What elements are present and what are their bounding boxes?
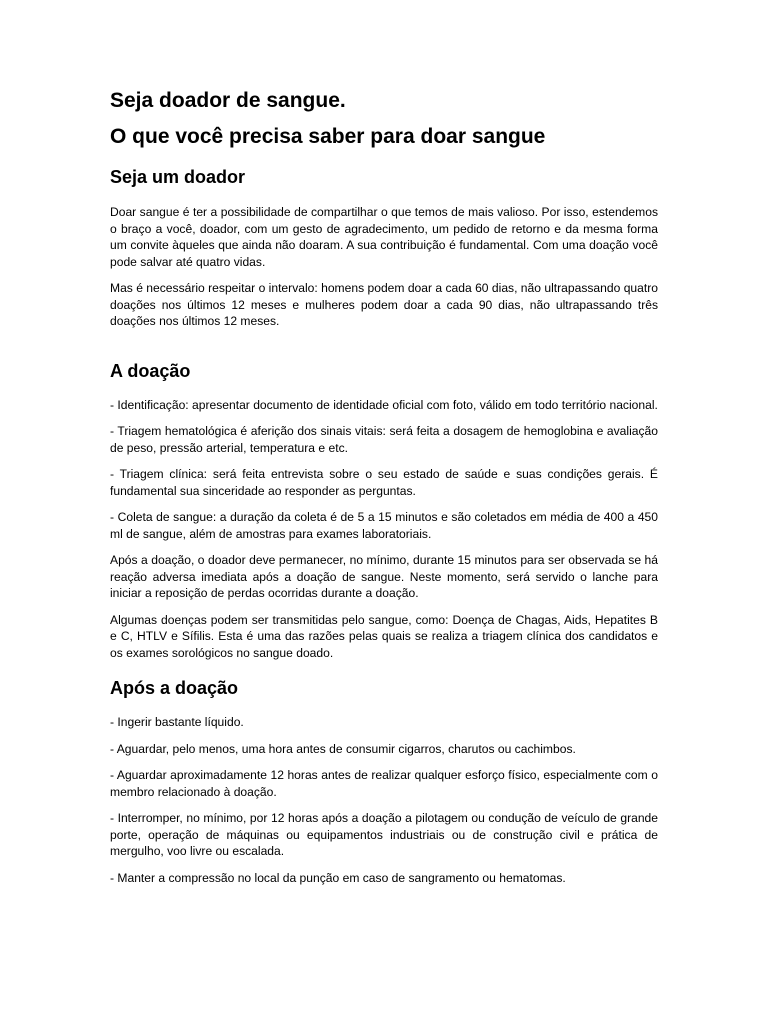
paragraph: - Triagem hematológica é aferição dos sinais vitais: será feita a dosagem de hemoglobina e avaliação de peso, pressão arterial, temperatura e etc. (110, 424, 658, 455)
section-seja-um-doador (110, 164, 658, 330)
paragraph: - Coleta de sangue: a duração da coleta é de 5 a 15 minutos e são coletados em média de 400 a 450 ml de sangue, além de amostras para exames laboratoriais. (110, 510, 658, 541)
section-heading: A doação (110, 360, 191, 381)
section-apos-a-doacao (110, 675, 658, 886)
list-item: - Interromper, no mínimo, por 12 horas após a doação a pilotagem ou condução de veículo de grande porte, operação de máquinas ou equipamentos industriais ou de construção civil e prática de mergulho, voo livre ou escalada. (110, 811, 658, 858)
document-subtitle: O que você precisa saber para doar sangue (110, 125, 546, 148)
list-item: - Manter a compressão no local da punção em caso de sangramento ou hematomas. (110, 870, 566, 885)
document-page (110, 86, 658, 886)
paragraph: - Identificação: apresentar documento de identidade oficial com foto, válido em todo território nacional. (110, 397, 658, 412)
paragraph: Após a doação, o doador deve permanecer, no mínimo, durante 15 minutos para ser observada se há reação adversa imediata após a doação de sangue. Neste momento, será servido o lanche para iniciar a reposição de perdas ocorridas durante a doação. (110, 553, 658, 600)
list-item: - Ingerir bastante líquido. (110, 715, 244, 729)
list-item: - Aguardar, pelo menos, uma hora antes de consumir cigarros, charutos ou cachimbos. (110, 741, 576, 756)
section-heading: Após a doação (110, 678, 239, 698)
paragraph: Algumas doenças podem ser transmitidas pelo sangue, como: Doença de Chagas, Aids, Hepatites B e C, HTLV e Sífilis. Esta é uma das razões pelas quais se realiza a triagem clínica dos candidatos e os exames sorológicos no sangue doado. (110, 612, 658, 660)
paragraph: Mas é necessário respeitar o intervalo: homens podem doar a cada 60 dias, não ultrapassando quatro doações nos últimos 12 meses e mulheres podem doar a cada 90 dias, não ultrapassando três doações nos últimos 12 meses. (110, 281, 658, 328)
paragraph: - Triagem clínica: será feita entrevista sobre o seu estado de saúde e suas condições gerais. É fundamental sua sinceridade ao responder as perguntas. (110, 467, 658, 498)
section-heading: Seja um doador (110, 167, 246, 187)
list-item: - Aguardar aproximadamente 12 horas antes de realizar qualquer esforço físico, especialmente com o membro relacionado à doação. (110, 768, 658, 799)
section-a-doacao (110, 358, 658, 662)
paragraph: Doar sangue é ter a possibilidade de compartilhar o que temos de mais valioso. Por isso, estendemos o braço a você, doador, com um gesto de agradecimento, um pedido de retorno e da mesma forma um convite àqueles que ainda não doaram. A sua contribuição é fundamental. Com uma doação você pode salvar até quatro vidas. (110, 205, 658, 269)
document-title: Seja doador de sangue. (110, 89, 346, 112)
